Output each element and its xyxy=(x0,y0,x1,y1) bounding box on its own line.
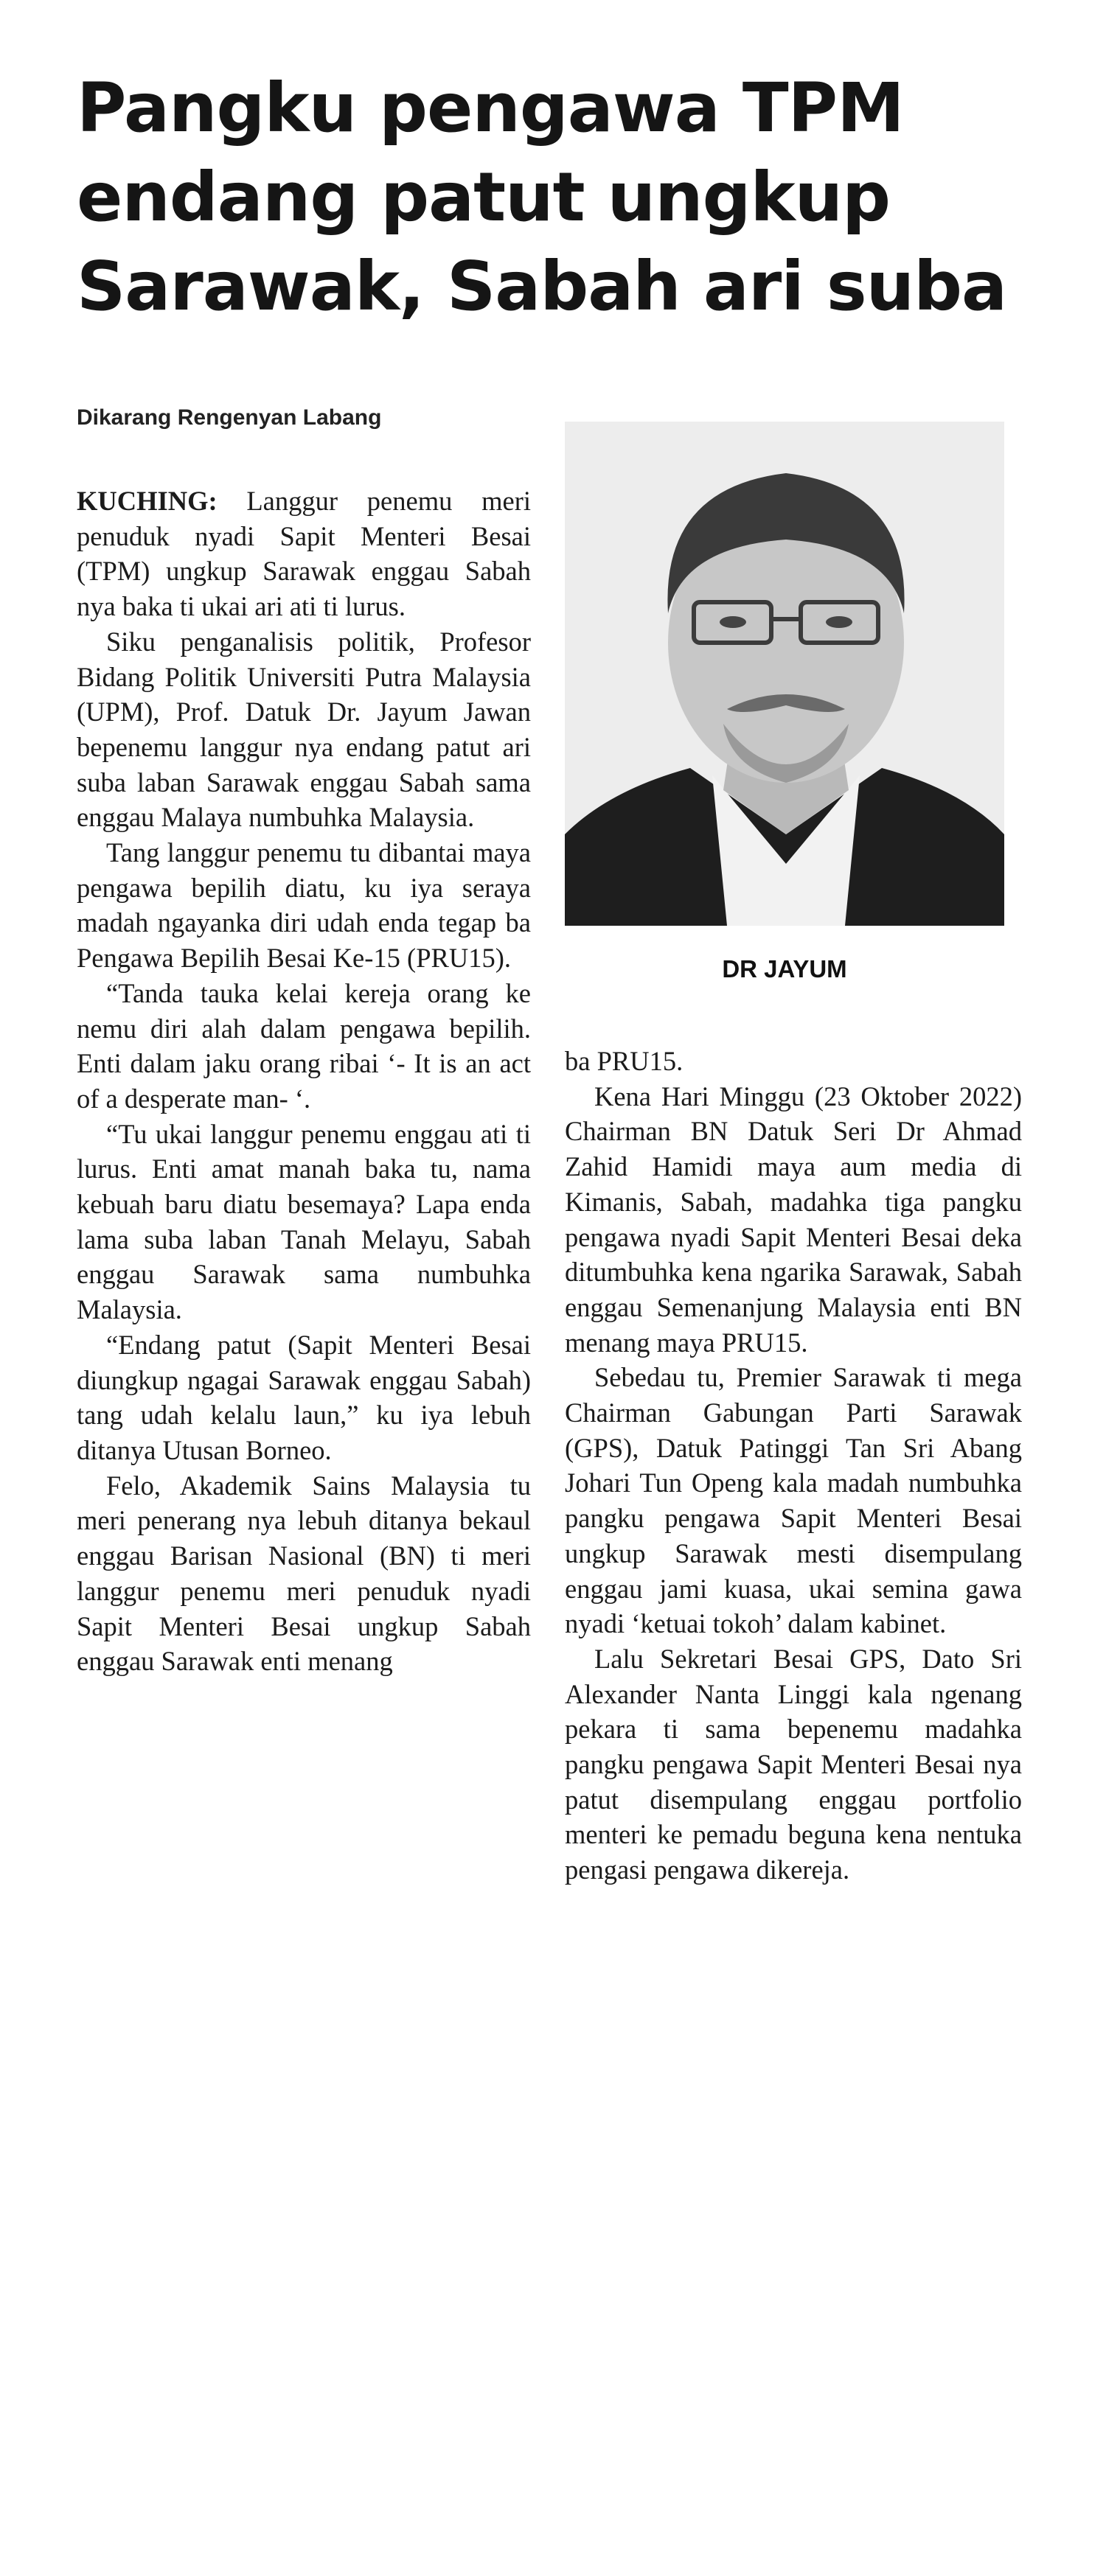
paragraph xyxy=(77,484,531,624)
left-column xyxy=(77,484,531,1679)
portrait-illustration xyxy=(565,422,1004,926)
dateline: KUCHING: xyxy=(77,486,218,516)
right-column xyxy=(565,1044,1022,1888)
paragraph: “Endang patut (Sapit Menteri Besai diungkup ngagai Sarawak enggau Sabah) tang udah kelalu laun,” ku iya lebuh ditanya Utusan Borneo. xyxy=(77,1329,531,1465)
paragraph: “Tanda tauka kelai kereja orang ke nemu diri alah dalam pengawa bepilih. Enti dalam jaku orang ribai ‘- It is an act of a desperate man- ‘. xyxy=(77,977,531,1114)
photo-caption: DR JAYUM xyxy=(722,955,847,982)
paragraph-text: Langgur penemu meri penuduk nyadi Sapit Menteri Besai (TPM) ungkup Sarawak enggau Sabah nya baka ti ukai ari ati ti lurus. xyxy=(77,486,531,622)
paragraph: ba PRU15. xyxy=(565,1046,684,1076)
headline xyxy=(77,63,1035,331)
headline-line: endang patut ungkup xyxy=(77,158,891,237)
paragraph: “Tu ukai langgur penemu enggau ati ti lurus. Enti amat manah baka tu, nama kebuah baru diatu besemaya? Lapa enda lama suba laban Tanah Melayu, Sabah enggau Sarawak sama numbuhka Malaysia. xyxy=(77,1118,531,1325)
headline-line: Pangku pengawa TPM xyxy=(77,69,904,147)
paragraph: Felo, Akademik Sains Malaysia tu meri penerang nya lebuh ditanya bekaul enggau Barisan Nasional (BN) ti meri langgur penemu meri penuduk nyadi Sapit Menteri Besai ungkup Sabah enggau Sarawak enti menang xyxy=(77,1470,531,1677)
headline-line: Sarawak, Sabah ari suba xyxy=(77,247,1007,326)
paragraph: Kena Hari Minggu (23 Oktober 2022) Chairman BN Datuk Seri Dr Ahmad Zahid Hamidi maya aum media di Kimanis, Sabah, madahka tiga pangku pengawa nyadi Sapit Menteri Besai deka ditumbuhka kena ngarika Sarawak, Sabah enggau Semenanjung Malaysia enti BN menang maya PRU15. xyxy=(565,1081,1022,1358)
portrait-photo xyxy=(565,422,1004,926)
byline: Dikarang Rengenyan Labang xyxy=(77,405,382,430)
paragraph: Siku penganalisis politik, Profesor Bidang Politik Universiti Putra Malaysia (UPM), Prof. Datuk Dr. Jayum Jawan bepenemu langgur nya endang patut ari suba laban Sarawak enggau Sabah sama enggau Malaya numbuhka Malaysia. xyxy=(77,626,531,833)
paragraph: Lalu Sekretari Besai GPS, Dato Sri Alexander Nanta Linggi kala ngenang pekara ti sama bepenemu madahka pangku pengawa Sapit Menteri Besai nya patut disempulang enggau portfolio menteri ke pemadu beguna kena nentuka pengasi pengawa dikereja. xyxy=(565,1643,1022,1885)
paragraph: Sebedau tu, Premier Sarawak ti mega Chairman Gabungan Parti Sarawak (GPS), Datuk Patinggi Tan Sri Abang Johari Tun Openg kala madah numbuhka pangku pengawa Sapit Menteri Besai ungkup Sarawak mesti disempulang enggau jami kuasa, ukai semina gawa nyadi ‘ketuai tokoh’ dalam kabinet. xyxy=(565,1362,1022,1639)
paragraph: Tang langgur penemu tu dibantai maya pengawa bepilih diatu, ku iya seraya madah ngayanka diri udah enda tegap ba Pengawa Bepilih Besai Ke-15 (PRU15). xyxy=(77,837,531,974)
